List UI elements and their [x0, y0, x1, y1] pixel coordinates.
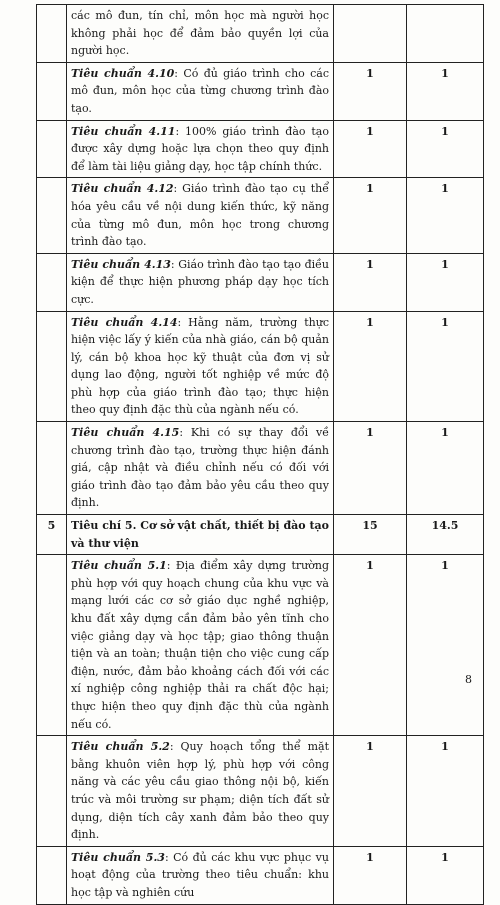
achieved-score: 1	[407, 253, 484, 311]
standard-text: : Có đủ các khu vực phục vụ hoạt động của trường theo tiêu chuẩn: khu học tập và nghiên cứu	[71, 850, 329, 899]
required-score: 1	[334, 178, 407, 253]
standard-row	[37, 736, 484, 847]
standard-text: : Khi có sự thay đổi về chương trình đào tạo, trường thực hiện đánh giá, cập nhật và điều chỉnh nếu có đối với giáo trình đào tạo đảm bảo yêu cầu theo quy định.	[71, 426, 329, 510]
achieved-score: 1	[407, 555, 484, 736]
row-description	[67, 253, 334, 311]
row-description	[67, 555, 334, 736]
row-number	[37, 178, 67, 253]
row-number	[37, 253, 67, 311]
standard-label: Tiêu chuẩn 4.13	[71, 257, 171, 271]
standard-label: Tiêu chuẩn 5.2	[71, 740, 170, 754]
standard-label: Tiêu chuẩn 4.15	[71, 426, 180, 440]
row-number	[37, 120, 67, 178]
standard-row	[37, 62, 484, 120]
standard-row	[37, 846, 484, 904]
page-number: 8	[465, 673, 472, 686]
row-description	[67, 120, 334, 178]
standard-text: các mô đun, tín chỉ, môn học mà người học không phải học để đảm bảo quyền lợi của người học.	[71, 9, 329, 58]
required-score: 1	[334, 253, 407, 311]
standard-label: Tiêu chuẩn 4.14	[71, 315, 178, 329]
row-description	[67, 846, 334, 904]
row-description	[67, 62, 334, 120]
required-score	[334, 5, 407, 63]
criteria-table	[36, 4, 484, 905]
standard-text: : Địa điểm xây dựng trường phù hợp với quy hoạch chung của khu vực và mạng lưới các cơ sở giáo dục nghề nghiệp, khu đất xây dựng cần đảm bảo yên tĩnh cho việc giảng dạy và học tập; giao thông thuận tiện và an toàn; thuận tiện cho việc cung cấp điện, nước, đảm bảo khoảng cách đối với các xí nghiệp công nghiệp thải ra chất độc hại; thực hiện theo quy định đặc thù của ngành nếu có.	[71, 559, 329, 731]
standard-row	[37, 253, 484, 311]
row-number	[37, 846, 67, 904]
criterion-row	[37, 515, 484, 555]
required-score: 1	[334, 311, 407, 422]
row-description	[67, 5, 334, 63]
achieved-score: 1	[407, 178, 484, 253]
row-number	[37, 311, 67, 422]
required-score: 1	[334, 736, 407, 847]
standard-text: : 100% giáo trình đào tạo được xây dựng hoặc lựa chọn theo quy định để làm tài liệu giảng dạy, học tập chính thức.	[71, 124, 329, 173]
standard-label: Tiêu chuẩn 4.12	[71, 182, 174, 196]
standard-text: : Giáo trình đào tạo tạo điều kiện để thực hiện phương pháp dạy học tích cực.	[71, 257, 329, 306]
row-description	[67, 515, 334, 555]
achieved-score: 1	[407, 62, 484, 120]
row-description	[67, 422, 334, 515]
required-score: 1	[334, 422, 407, 515]
standard-text: : Có đủ giáo trình cho các mô đun, môn học của từng chương trình đào tạo.	[71, 66, 329, 115]
achieved-score	[407, 5, 484, 63]
required-score: 1	[334, 62, 407, 120]
achieved-score: 1	[407, 846, 484, 904]
standard-text: : Hằng năm, trường thực hiện việc lấy ý kiến của nhà giáo, cán bộ quản lý, cán bộ khoa học kỹ thuật của đơn vị sử dụng lao động, người tốt nghiệp về mức độ phù hợp của giáo trình đào tạo; thực hiện theo quy định đặc thù của ngành nếu có.	[71, 315, 329, 417]
standard-label: Tiêu chuẩn 5.1	[71, 559, 167, 573]
achieved-score: 14.5	[407, 515, 484, 555]
standard-row	[37, 311, 484, 422]
required-score: 1	[334, 846, 407, 904]
standard-row	[37, 178, 484, 253]
required-score: 15	[334, 515, 407, 555]
row-description	[67, 311, 334, 422]
row-number	[37, 736, 67, 847]
achieved-score: 1	[407, 120, 484, 178]
required-score: 1	[334, 555, 407, 736]
standard-text: : Quy hoạch tổng thể mặt bằng khuôn viên hợp lý, phù hợp với công năng và các yêu cầu giao thông nội bộ, kiến trúc và môi trường sư phạm; diện tích đất sử dụng, diện tích cây xanh đảm bảo theo quy định.	[71, 740, 329, 842]
standard-label: Tiêu chuẩn 4.10	[71, 66, 175, 80]
row-description	[67, 178, 334, 253]
row-number: 5	[37, 515, 67, 555]
standard-text: : Giáo trình đào tạo cụ thể hóa yêu cầu về nội dung kiến thức, kỹ năng của từng mô đun, môn học trong chương trình đào tạo.	[71, 182, 329, 249]
standard-label: Tiêu chuẩn 5.3	[71, 850, 165, 864]
standard-row	[37, 5, 484, 63]
standard-row	[37, 120, 484, 178]
achieved-score: 1	[407, 422, 484, 515]
row-description	[67, 736, 334, 847]
row-number	[37, 62, 67, 120]
achieved-score: 1	[407, 736, 484, 847]
row-number	[37, 422, 67, 515]
standard-label: Tiêu chuẩn 4.11	[71, 124, 176, 138]
row-number	[37, 5, 67, 63]
row-number	[37, 555, 67, 736]
criteria-table-body	[37, 5, 484, 905]
required-score: 1	[334, 120, 407, 178]
achieved-score: 1	[407, 311, 484, 422]
standard-row	[37, 422, 484, 515]
standard-row	[37, 555, 484, 736]
standard-text: Tiêu chí 5. Cơ sở vật chất, thiết bị đào tạo và thư viện	[71, 519, 329, 550]
